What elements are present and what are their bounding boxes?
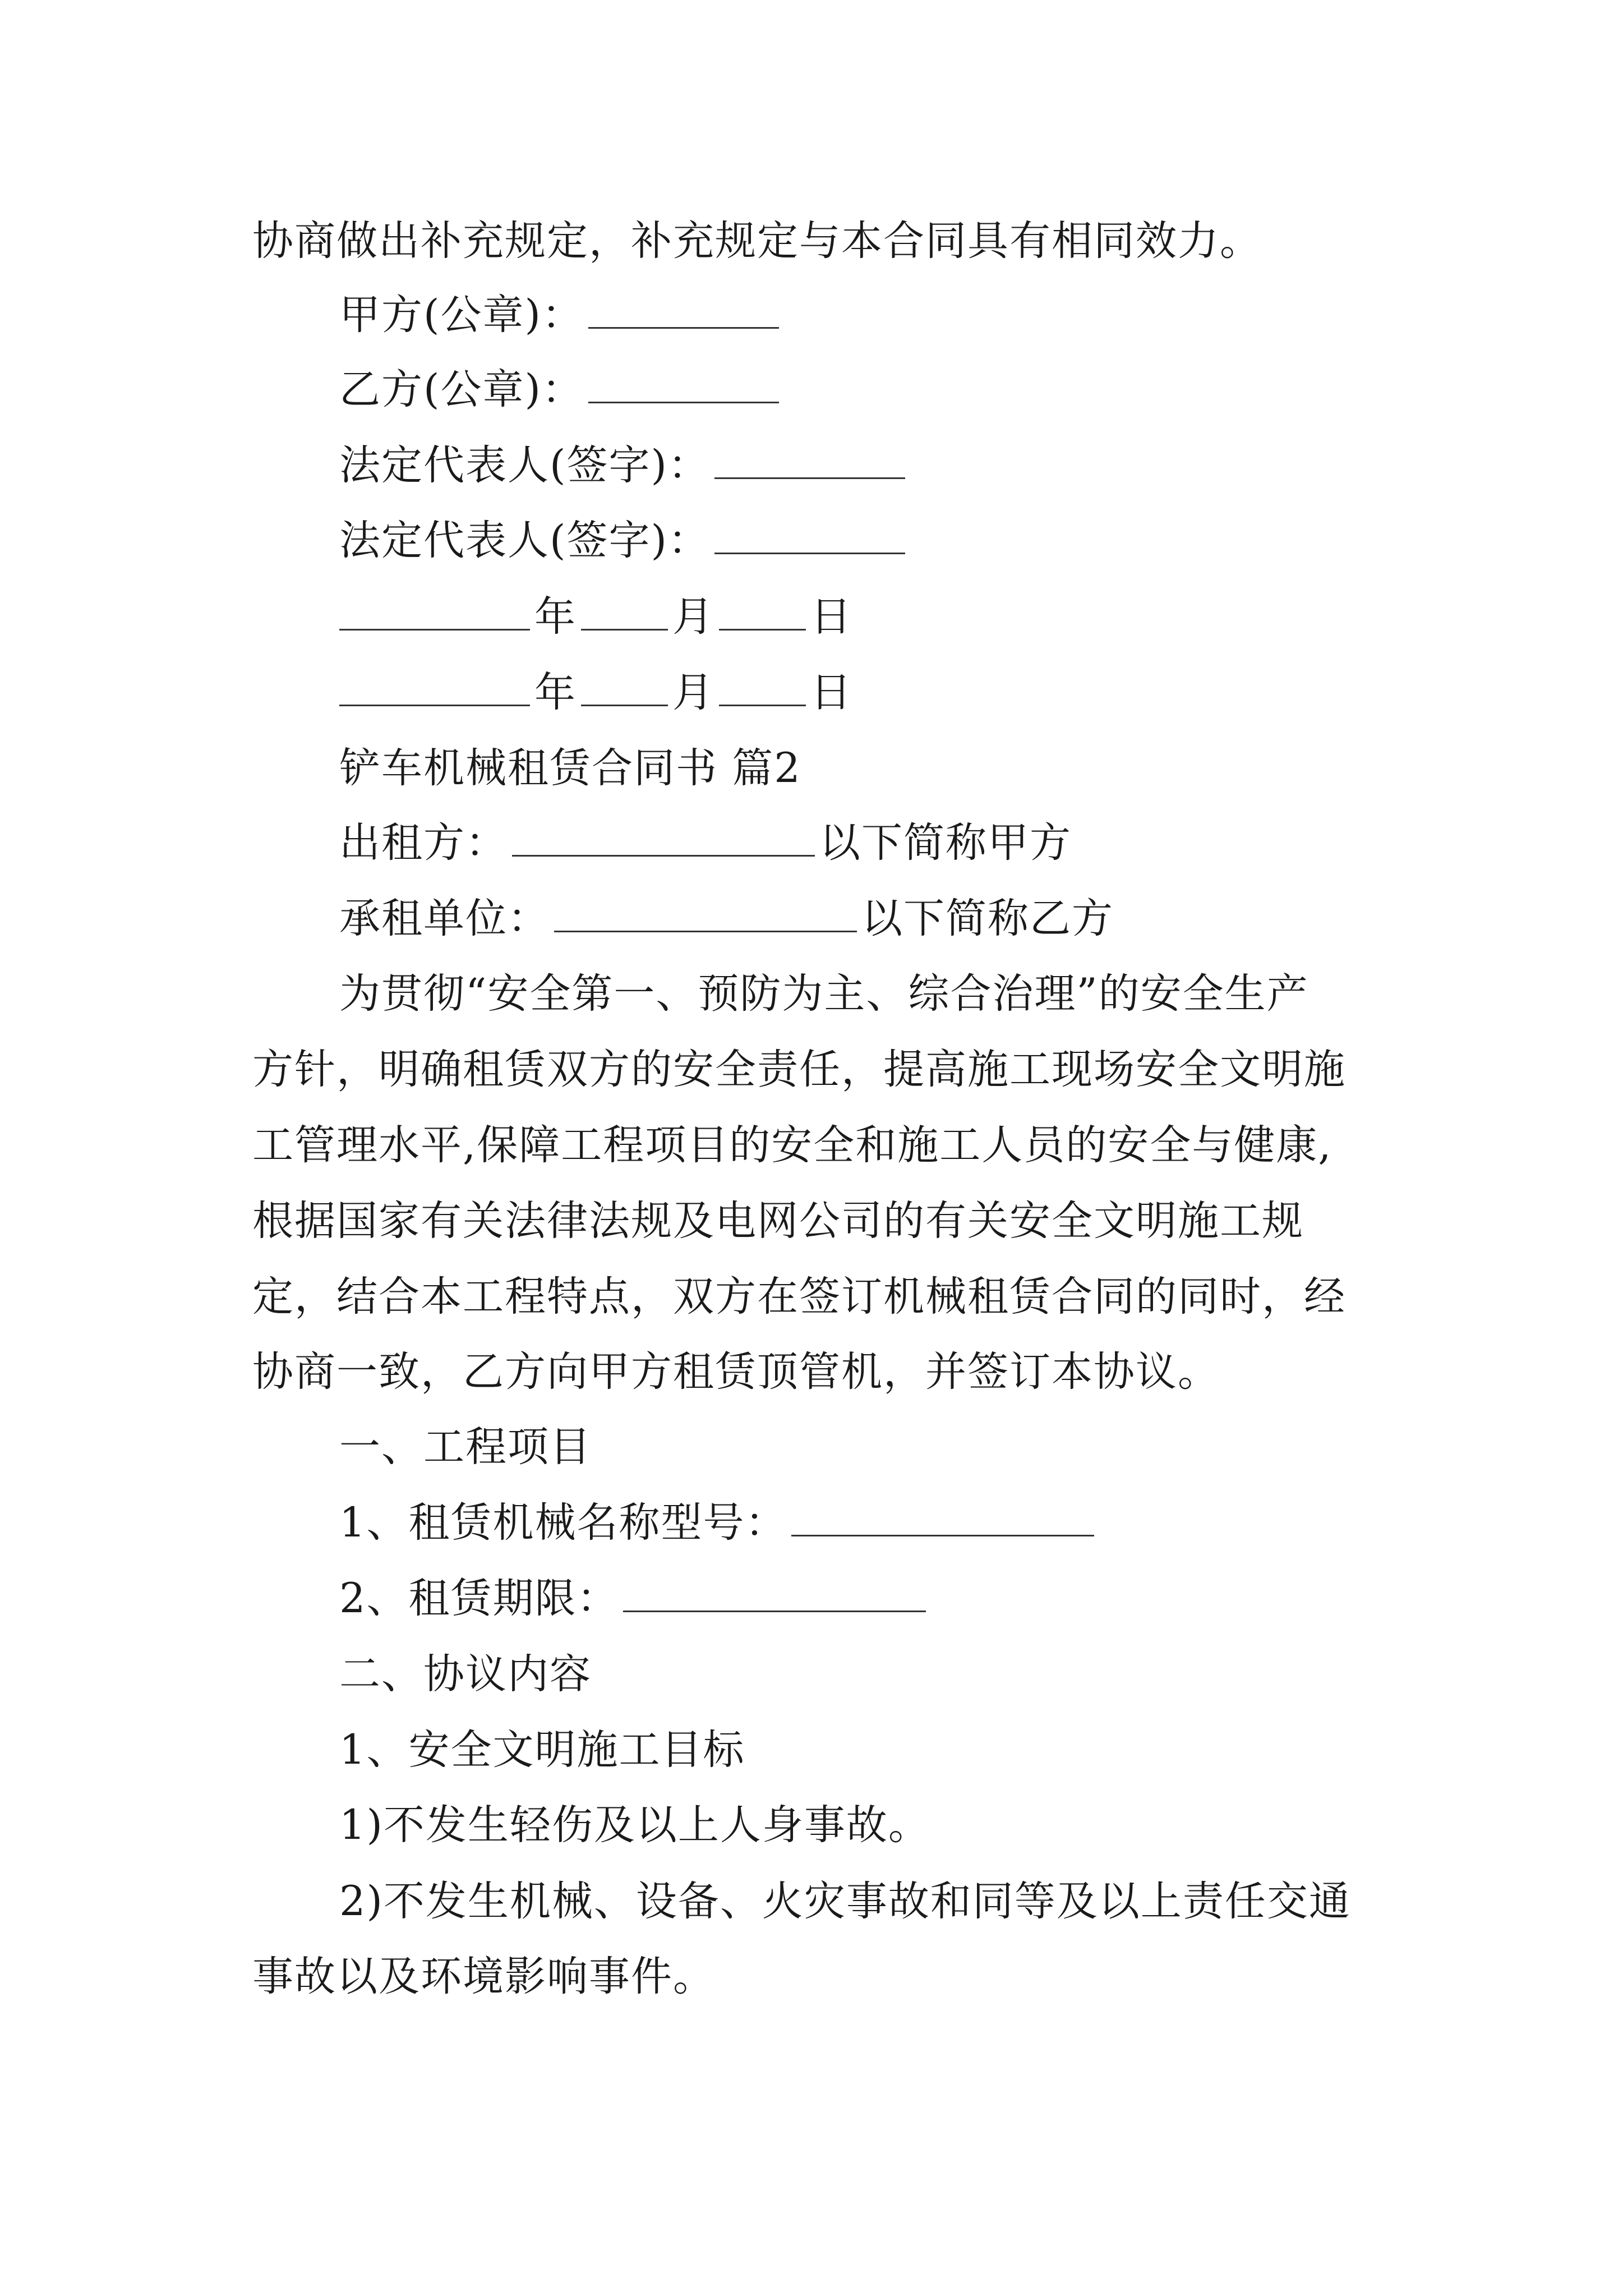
machine-name-label: 1、租赁机械名称型号： <box>339 1499 787 1547</box>
month-blank[interactable] <box>581 670 668 706</box>
day-label: 日 <box>810 669 852 716</box>
day-label: 日 <box>810 593 852 641</box>
lessor-suffix: 以下简称甲方 <box>819 819 1072 867</box>
signature-blank[interactable] <box>714 443 905 479</box>
paragraph-line: 事故以及环境影响事件。 <box>252 1953 715 2000</box>
lessor-label: 出租方： <box>339 819 508 867</box>
list-item: 1)不发生轻伤及以上人身事故。 <box>339 1801 930 1849</box>
lessee-label: 承租单位： <box>339 895 550 942</box>
lessor-blank[interactable] <box>512 820 815 857</box>
lessee-blank[interactable] <box>554 896 857 932</box>
subheading-safety-goal: 1、安全文明施工目标 <box>339 1726 745 1774</box>
signature-blank[interactable] <box>714 518 905 554</box>
section-title: 铲车机械租赁合同书 篇2 <box>339 744 801 792</box>
legal-rep-label: 法定代表人(签字)： <box>339 441 710 489</box>
paragraph-line: 工管理水平,保障工程项目的安全和施工人员的安全与健康, <box>252 1121 1332 1169</box>
year-label: 年 <box>534 669 577 716</box>
machine-name-line <box>339 1495 1483 1551</box>
month-label: 月 <box>672 593 714 641</box>
lease-term-label: 2、租赁期限： <box>339 1575 619 1622</box>
year-blank[interactable] <box>339 594 530 631</box>
paragraph-line: 协商一致，乙方向甲方租赁顶管机，并签订本协议。 <box>252 1348 1220 1396</box>
legal-rep-line-2 <box>339 513 1483 569</box>
day-blank[interactable] <box>719 670 806 706</box>
party-b-seal-line <box>339 362 1483 418</box>
signature-blank[interactable] <box>588 367 779 403</box>
heading-agreement-content: 二、协议内容 <box>339 1650 592 1698</box>
year-label: 年 <box>534 593 577 641</box>
month-blank[interactable] <box>581 594 668 631</box>
date-line-2 <box>339 665 1483 721</box>
legal-rep-line-1 <box>339 438 1483 494</box>
lessor-line <box>339 815 1483 871</box>
paragraph-line: 为贯彻“安全第一、预防为主、综合治理”的安全生产 <box>339 970 1309 1018</box>
machine-name-blank[interactable] <box>791 1500 1094 1536</box>
party-a-seal-line <box>339 287 1483 343</box>
year-blank[interactable] <box>339 670 530 706</box>
lessee-line <box>339 891 1483 947</box>
paragraph-line: 根据国家有关法律法规及电网公司的有关安全文明施工规 <box>252 1197 1304 1245</box>
lessee-suffix: 以下简称乙方 <box>861 895 1114 942</box>
paragraph-line: 定，结合本工程特点，双方在签订机械租赁合同的同时，经 <box>252 1273 1346 1320</box>
paragraph-line: 方针，明确租赁双方的安全责任，提高施工现场安全文明施 <box>252 1046 1346 1093</box>
party-a-seal-label: 甲方(公章)： <box>339 291 584 339</box>
party-b-seal-label: 乙方(公章)： <box>339 366 584 413</box>
paragraph-line: 协商做出补充规定，补充规定与本合同具有相同效力。 <box>252 217 1262 265</box>
lease-term-blank[interactable] <box>623 1576 926 1612</box>
day-blank[interactable] <box>719 594 806 631</box>
heading-engineering-project: 一、工程项目 <box>339 1423 592 1471</box>
month-label: 月 <box>672 669 714 716</box>
lease-term-line <box>339 1571 1483 1627</box>
list-item: 2)不发生机械、设备、火灾事故和同等及以上责任交通 <box>339 1878 1351 1925</box>
date-line-1 <box>339 589 1483 645</box>
signature-blank[interactable] <box>588 292 779 329</box>
legal-rep-label: 法定代表人(签字)： <box>339 517 710 564</box>
